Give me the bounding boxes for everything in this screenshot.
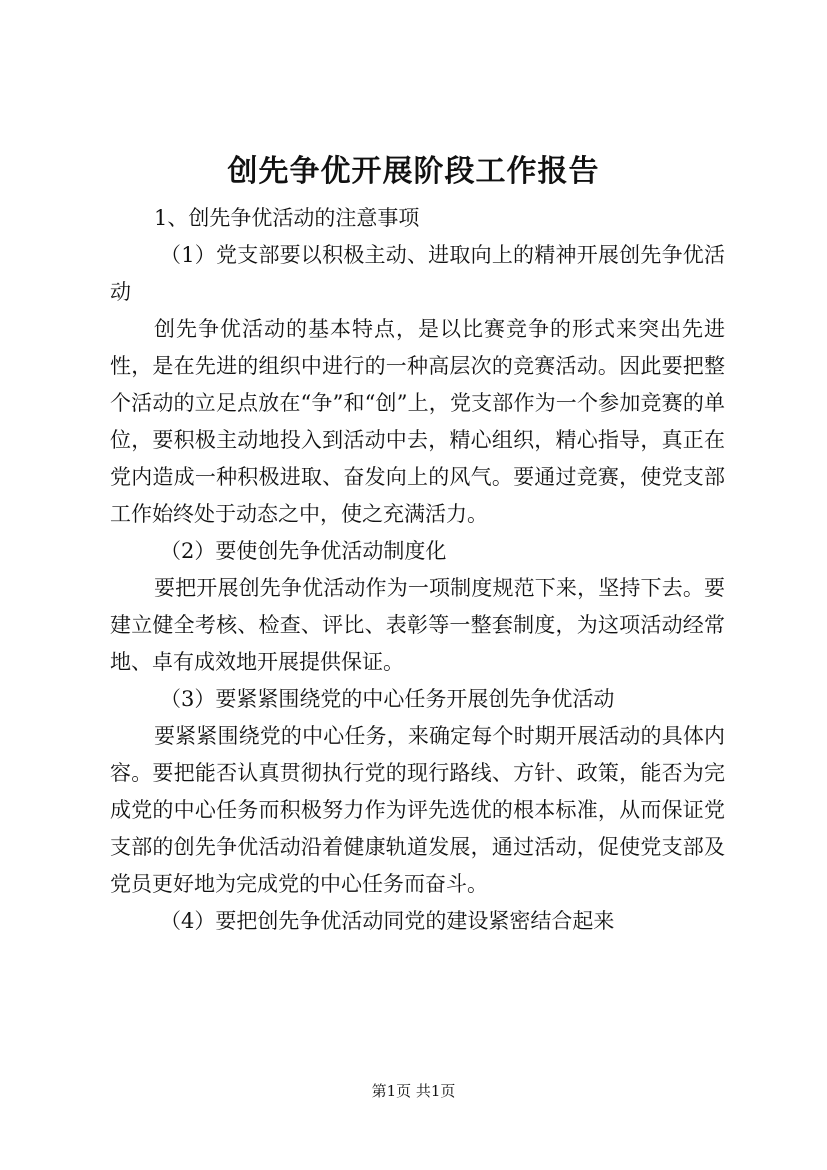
subsection-heading-3: （3）要紧紧围绕党的中心任务开展创先争优活动 [160, 687, 615, 711]
subsection-heading-2: （2）要使创先争优活动制度化 [160, 539, 447, 563]
section-heading: 1、创先争优活动的注意事项 [154, 206, 420, 230]
paragraph-3: 要紧紧围绕党的中心任务，来确定每个时期开展活动的具体内容。要把能否认真贯彻执行党的现行路线、方针、政策，能否为完成党的中心任务而积极努力作为评先选优的根本标准，从而保证党支部的创先争优活动沿着健康轨道发展，通过活动，促使党支部及党员更好地为完成党的中心任务而奋斗。 [110, 724, 725, 896]
subsection-heading-1: （1）党支部要以积极主动、进取向上的精神开展创先争优活动 [110, 243, 725, 304]
page-footer: 第1页 共1页 [371, 1082, 456, 1100]
paragraph-1: 创先争优活动的基本特点，是以比赛竞争的形式来突出先进性，是在先进的组织中进行的一种高层次的竞赛活动。因此要把整个活动的立足点放在“争”和“创”上，党支部作为一个参加竞赛的单位，要积极主动地投入到活动中去，精心组织，精心指导，真正在党内造成一种积极进取、奋发向上的风气。要通过竞赛，使党支部工作始终处于动态之中，使之充满活力。 [110, 317, 725, 526]
document-body [110, 200, 725, 940]
subsection-heading-4: （4）要把创先争优活动同党的建设紧密结合起来 [160, 909, 615, 933]
paragraph-2: 要把开展创先争优活动作为一项制度规范下来，坚持下去。要建立健全考核、检查、评比、表彰等一整套制度，为这项活动经常地、卓有成效地开展提供保证。 [110, 576, 725, 674]
document-title: 创先争优开展阶段工作报告 [227, 154, 600, 189]
